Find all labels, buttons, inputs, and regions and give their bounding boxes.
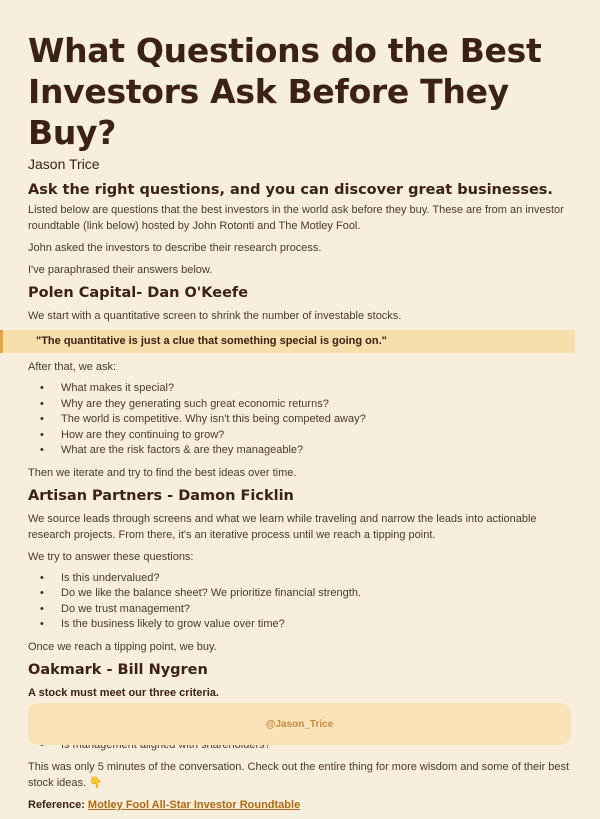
intro-paragraph-3: I've paraphrased their answers below. bbox=[28, 264, 213, 276]
article bbox=[28, 30, 573, 819]
intro-paragraph-1: Listed below are questions that the best investors in the world ask before they buy. These are from an investor roundtable (link below) hosted by John Rotonti and The Motley Fool. bbox=[28, 204, 564, 232]
reference-label: Reference: bbox=[28, 799, 85, 811]
polen-question-list bbox=[28, 381, 573, 459]
list-item: • Why are they generating such great economic returns? bbox=[61, 397, 573, 413]
footer-banner bbox=[28, 703, 571, 745]
artisan-paragraph-1: We source leads through screens and what we learn while traveling and narrow the leads into actionable research projects. From there, it's an iterative process until we reach a tipping point. bbox=[28, 512, 537, 541]
reference-line bbox=[28, 797, 573, 813]
pull-quote: "The quantitative is just a clue that something special is going on." bbox=[0, 330, 575, 353]
reference-link[interactable]: Motley Fool All-Star Investor Roundtable bbox=[87, 799, 301, 811]
section-heading-oakmark: Oakmark - Bill Nygren bbox=[28, 661, 208, 678]
section-heading-artisan: Artisan Partners - Damon Ficklin bbox=[28, 487, 294, 504]
list-item: • What makes it special? bbox=[61, 381, 573, 397]
polen-paragraph-3: Then we iterate and try to find the best ideas over time. bbox=[28, 466, 297, 479]
footer-handle: @Jason_Trice bbox=[265, 718, 334, 730]
closing-paragraph: This was only 5 minutes of the conversation. Check out the entire thing for more wisdom and some of their best stock ideas. 👇 bbox=[28, 761, 570, 789]
list-item: • Is this undervalued? bbox=[61, 571, 573, 587]
subheading: Ask the right questions, and you can discover great businesses. bbox=[28, 182, 553, 198]
intro-paragraph-2: John asked the investors to describe their research process. bbox=[28, 242, 322, 254]
article-title: What Questions do the Best Investors Ask Before They Buy? bbox=[28, 31, 542, 152]
list-item: • The world is competitive. Why isn't this being competed away? bbox=[61, 412, 573, 428]
polen-paragraph-1: We start with a quantitative screen to shrink the number of investable stocks. bbox=[28, 310, 402, 322]
artisan-paragraph-3: Once we reach a tipping point, we buy. bbox=[28, 640, 217, 653]
artisan-question-list bbox=[28, 571, 573, 633]
section-heading-polen: Polen Capital- Dan O'Keefe bbox=[28, 285, 249, 301]
list-item: • How are they continuing to grow? bbox=[61, 428, 573, 444]
artisan-paragraph-2: We try to answer these questions: bbox=[28, 550, 194, 563]
author-name: Jason Trice bbox=[28, 156, 100, 172]
list-item: • Do we trust management? bbox=[61, 602, 573, 618]
oakmark-paragraph-1: A stock must meet our three criteria. bbox=[28, 686, 219, 699]
list-item: • Do we like the balance sheet? We prioritize financial strength. bbox=[61, 586, 573, 602]
list-item: • Is the business likely to grow value over time? bbox=[61, 617, 573, 633]
polen-paragraph-2: After that, we ask: bbox=[28, 361, 117, 373]
list-item: • What are the risk factors & are they manageable? bbox=[61, 443, 573, 459]
